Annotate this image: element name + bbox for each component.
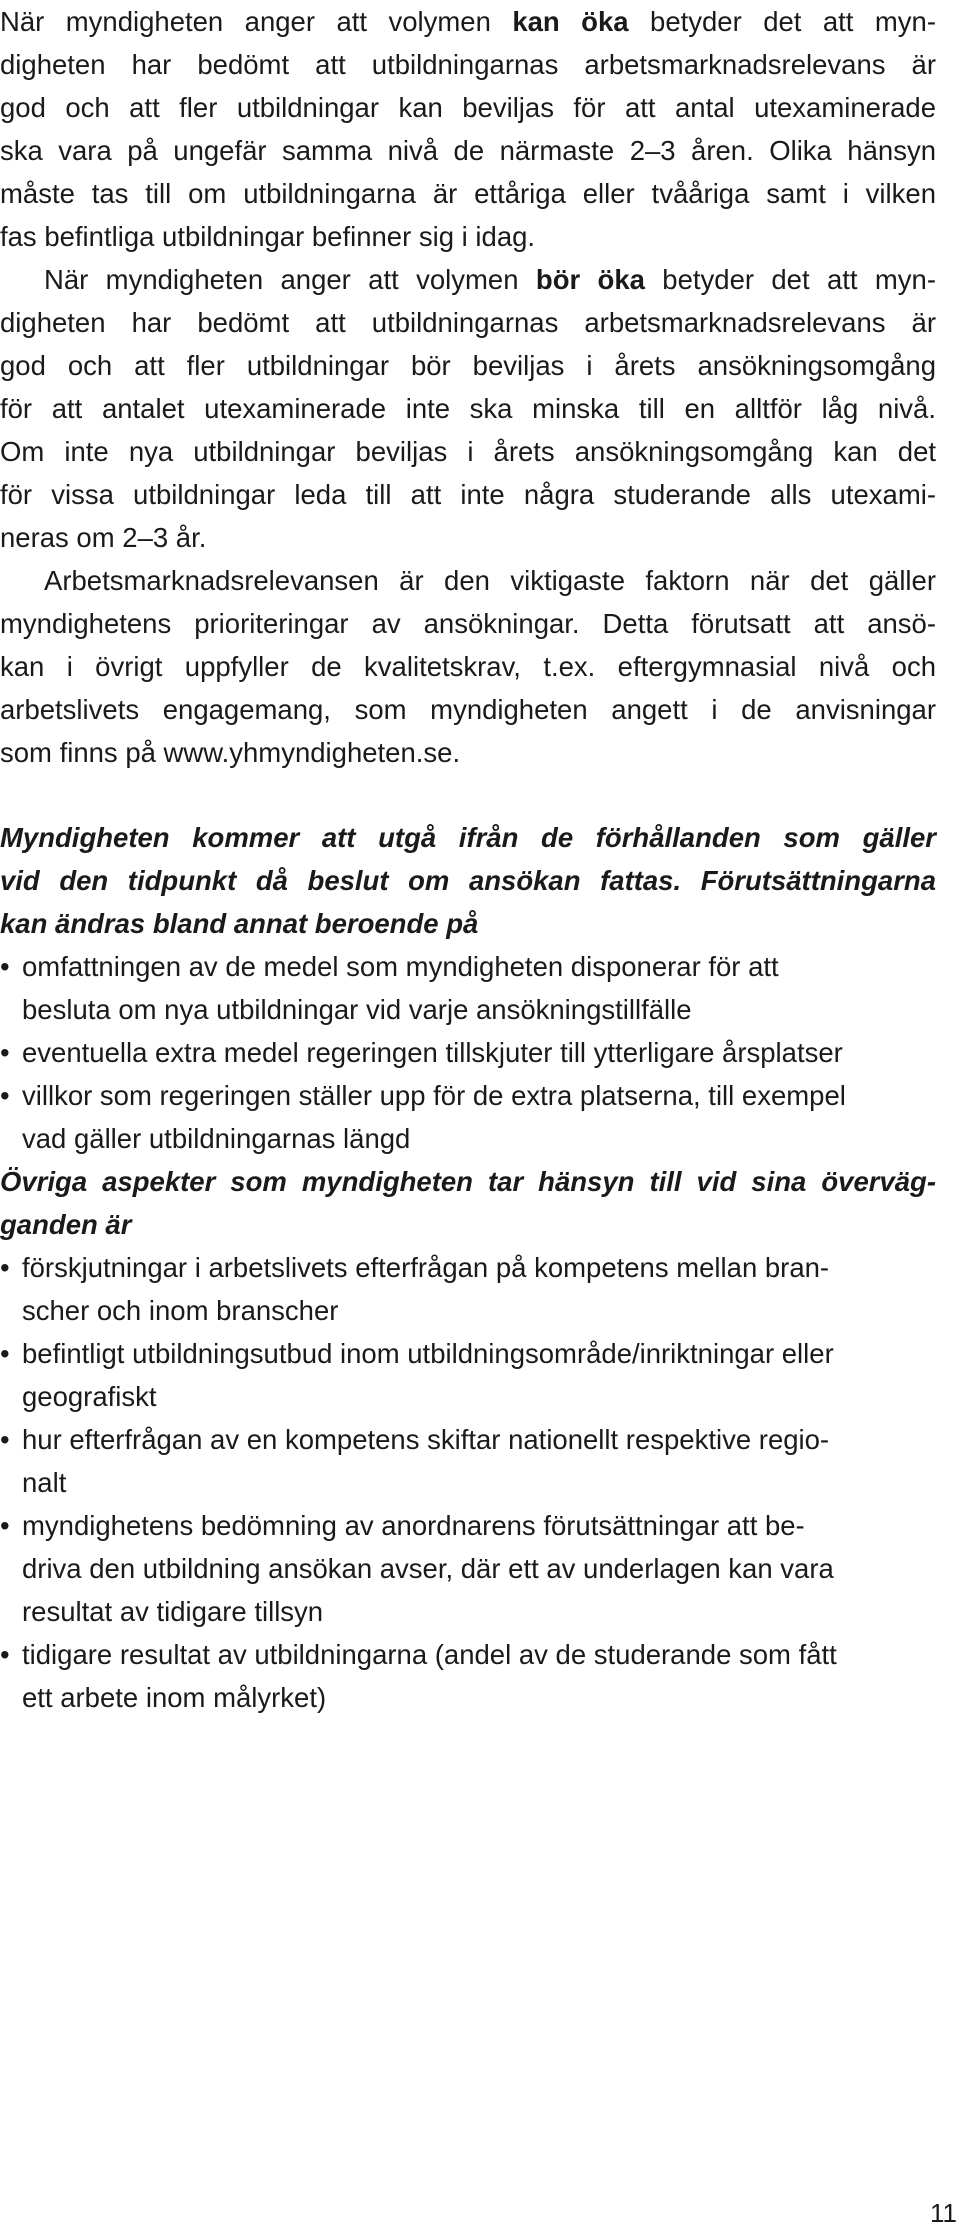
page-number: 11 (930, 2198, 957, 2228)
text-line: digheten har bedömt att utbildningarnas arbetsmarknadsrelevans är (0, 307, 936, 338)
paragraph-arbetsmarknadsrelevans (0, 559, 936, 774)
list-item-line: vad gäller utbildningarnas längd (22, 1123, 411, 1154)
text-line: måste tas till om utbildningarna är ettåriga eller tvååriga samt i vilken (0, 178, 936, 209)
bullet-icon: • (0, 1252, 10, 1283)
list-item-line: driva den utbildning ansökan avser, där ett av underlagen kan vara (22, 1553, 834, 1584)
list-item-line: nalt (22, 1467, 67, 1498)
list-item-line: geografiskt (22, 1381, 157, 1412)
text-line: som finns på www.yhmyndigheten.se. (0, 737, 461, 768)
list-item-line (0, 1418, 936, 1461)
bullet-icon: • (0, 1080, 10, 1111)
list-item-line (0, 945, 936, 988)
text-line: arbetslivets engagemang, som myndigheten angett i de anvisningar (0, 694, 936, 725)
list-item (0, 1633, 936, 1719)
text-line: Om inte nya utbildningar beviljas i årets ansökningsomgång kan det (0, 436, 936, 467)
list-item-text: förskjutningar i arbetslivets efterfrågan på kompetens mellan bran- (22, 1252, 830, 1283)
text-line: kan ändras bland annat beroende på (0, 908, 479, 939)
list-item-line (0, 1074, 936, 1117)
text-line: vid den tidpunkt då beslut om ansökan fattas. Förutsättningarna (0, 865, 936, 896)
list-forutsattningar (0, 945, 936, 1160)
list-item-text: befintligt utbildningsutbud inom utbildningsområde/inriktningar eller (22, 1338, 834, 1369)
list-item-line: besluta om nya utbildningar vid varje ansökningstillfälle (22, 994, 692, 1025)
list-item-text: eventuella extra medel regeringen tillskjuter till ytterligare årsplatser (22, 1037, 843, 1068)
list-item-line (0, 1332, 936, 1375)
paragraph-volume-kan-oka (0, 0, 936, 258)
list-item (0, 1418, 936, 1504)
heading-ovriga-aspekter (0, 1160, 936, 1246)
list-item (0, 1074, 936, 1160)
emphasis-bor-oka: bör öka (535, 264, 645, 295)
list-item (0, 1031, 936, 1074)
list-item (0, 1504, 936, 1633)
bullet-icon: • (0, 1510, 10, 1541)
text-line: digheten har bedömt att utbildningarnas arbetsmarknadsrelevans är (0, 49, 936, 80)
text-line: ganden är (0, 1209, 132, 1240)
bullet-icon: • (0, 1338, 10, 1369)
list-item (0, 1246, 936, 1332)
bullet-icon: • (0, 951, 10, 982)
text-line: god och att fler utbildningar kan beviljas för att antal utexaminerade (0, 92, 936, 123)
list-item-line: ett arbete inom målyrket) (22, 1682, 327, 1713)
list-item-text: myndighetens bedömning av anordnarens förutsättningar att be- (22, 1510, 805, 1541)
list-item (0, 945, 936, 1031)
text-line: Myndigheten kommer att utgå ifrån de förhållanden som gäller (0, 822, 936, 853)
list-item-text: omfattningen av de medel som myndigheten disponerar för att (22, 951, 779, 982)
text-line: När myndigheten anger att volymen bör öka betyder det att myn- (44, 264, 937, 295)
text-line: kan i övrigt uppfyller de kvalitetskrav, t.ex. eftergymnasial nivå och (0, 651, 936, 682)
text-line: Arbetsmarknadsrelevansen är den viktigaste faktorn när det gäller (44, 565, 936, 596)
emphasis-kan-oka: kan öka (512, 6, 629, 37)
text-line: god och att fler utbildningar bör beviljas i årets ansökningsomgång (0, 350, 936, 381)
text-line: myndighetens prioriteringar av ansökningar. Detta förutsatt att ansö- (0, 608, 936, 639)
paragraph-volume-bor-oka (0, 258, 936, 559)
list-item-line (0, 1504, 936, 1547)
bullet-icon: • (0, 1424, 10, 1455)
text-line: När myndigheten anger att volymen kan öka betyder det att myn- (0, 6, 937, 37)
list-item-line (0, 1633, 936, 1676)
text-line: ska vara på ungefär samma nivå de närmaste 2–3 åren. Olika hänsyn (0, 135, 936, 166)
text-line: neras om 2–3 år. (0, 522, 207, 553)
text-line: fas befintliga utbildningar befinner sig i idag. (0, 221, 536, 252)
list-ovriga-aspekter (0, 1246, 936, 1719)
list-item-line (0, 1031, 936, 1074)
list-item (0, 1332, 936, 1418)
text-line: Övriga aspekter som myndigheten tar hänsyn till vid sina överväg- (0, 1166, 936, 1197)
bullet-icon: • (0, 1639, 10, 1670)
list-item-line: scher och inom branscher (22, 1295, 339, 1326)
list-item-text: hur efterfrågan av en kompetens skiftar nationellt respektive regio- (22, 1424, 830, 1455)
text-line: för vissa utbildningar leda till att inte några studerande alls utexami- (0, 479, 936, 510)
bullet-icon: • (0, 1037, 10, 1068)
list-item-text: villkor som regeringen ställer upp för de extra platserna, till exempel (22, 1080, 846, 1111)
list-item-line (0, 1246, 936, 1289)
list-item-line: resultat av tidigare tillsyn (22, 1596, 324, 1627)
text-line: för att antalet utexaminerade inte ska minska till en alltför låg nivå. (0, 393, 936, 424)
heading-forutsattningar (0, 816, 936, 945)
list-item-text: tidigare resultat av utbildningarna (andel av de studerande som fått (22, 1639, 837, 1670)
